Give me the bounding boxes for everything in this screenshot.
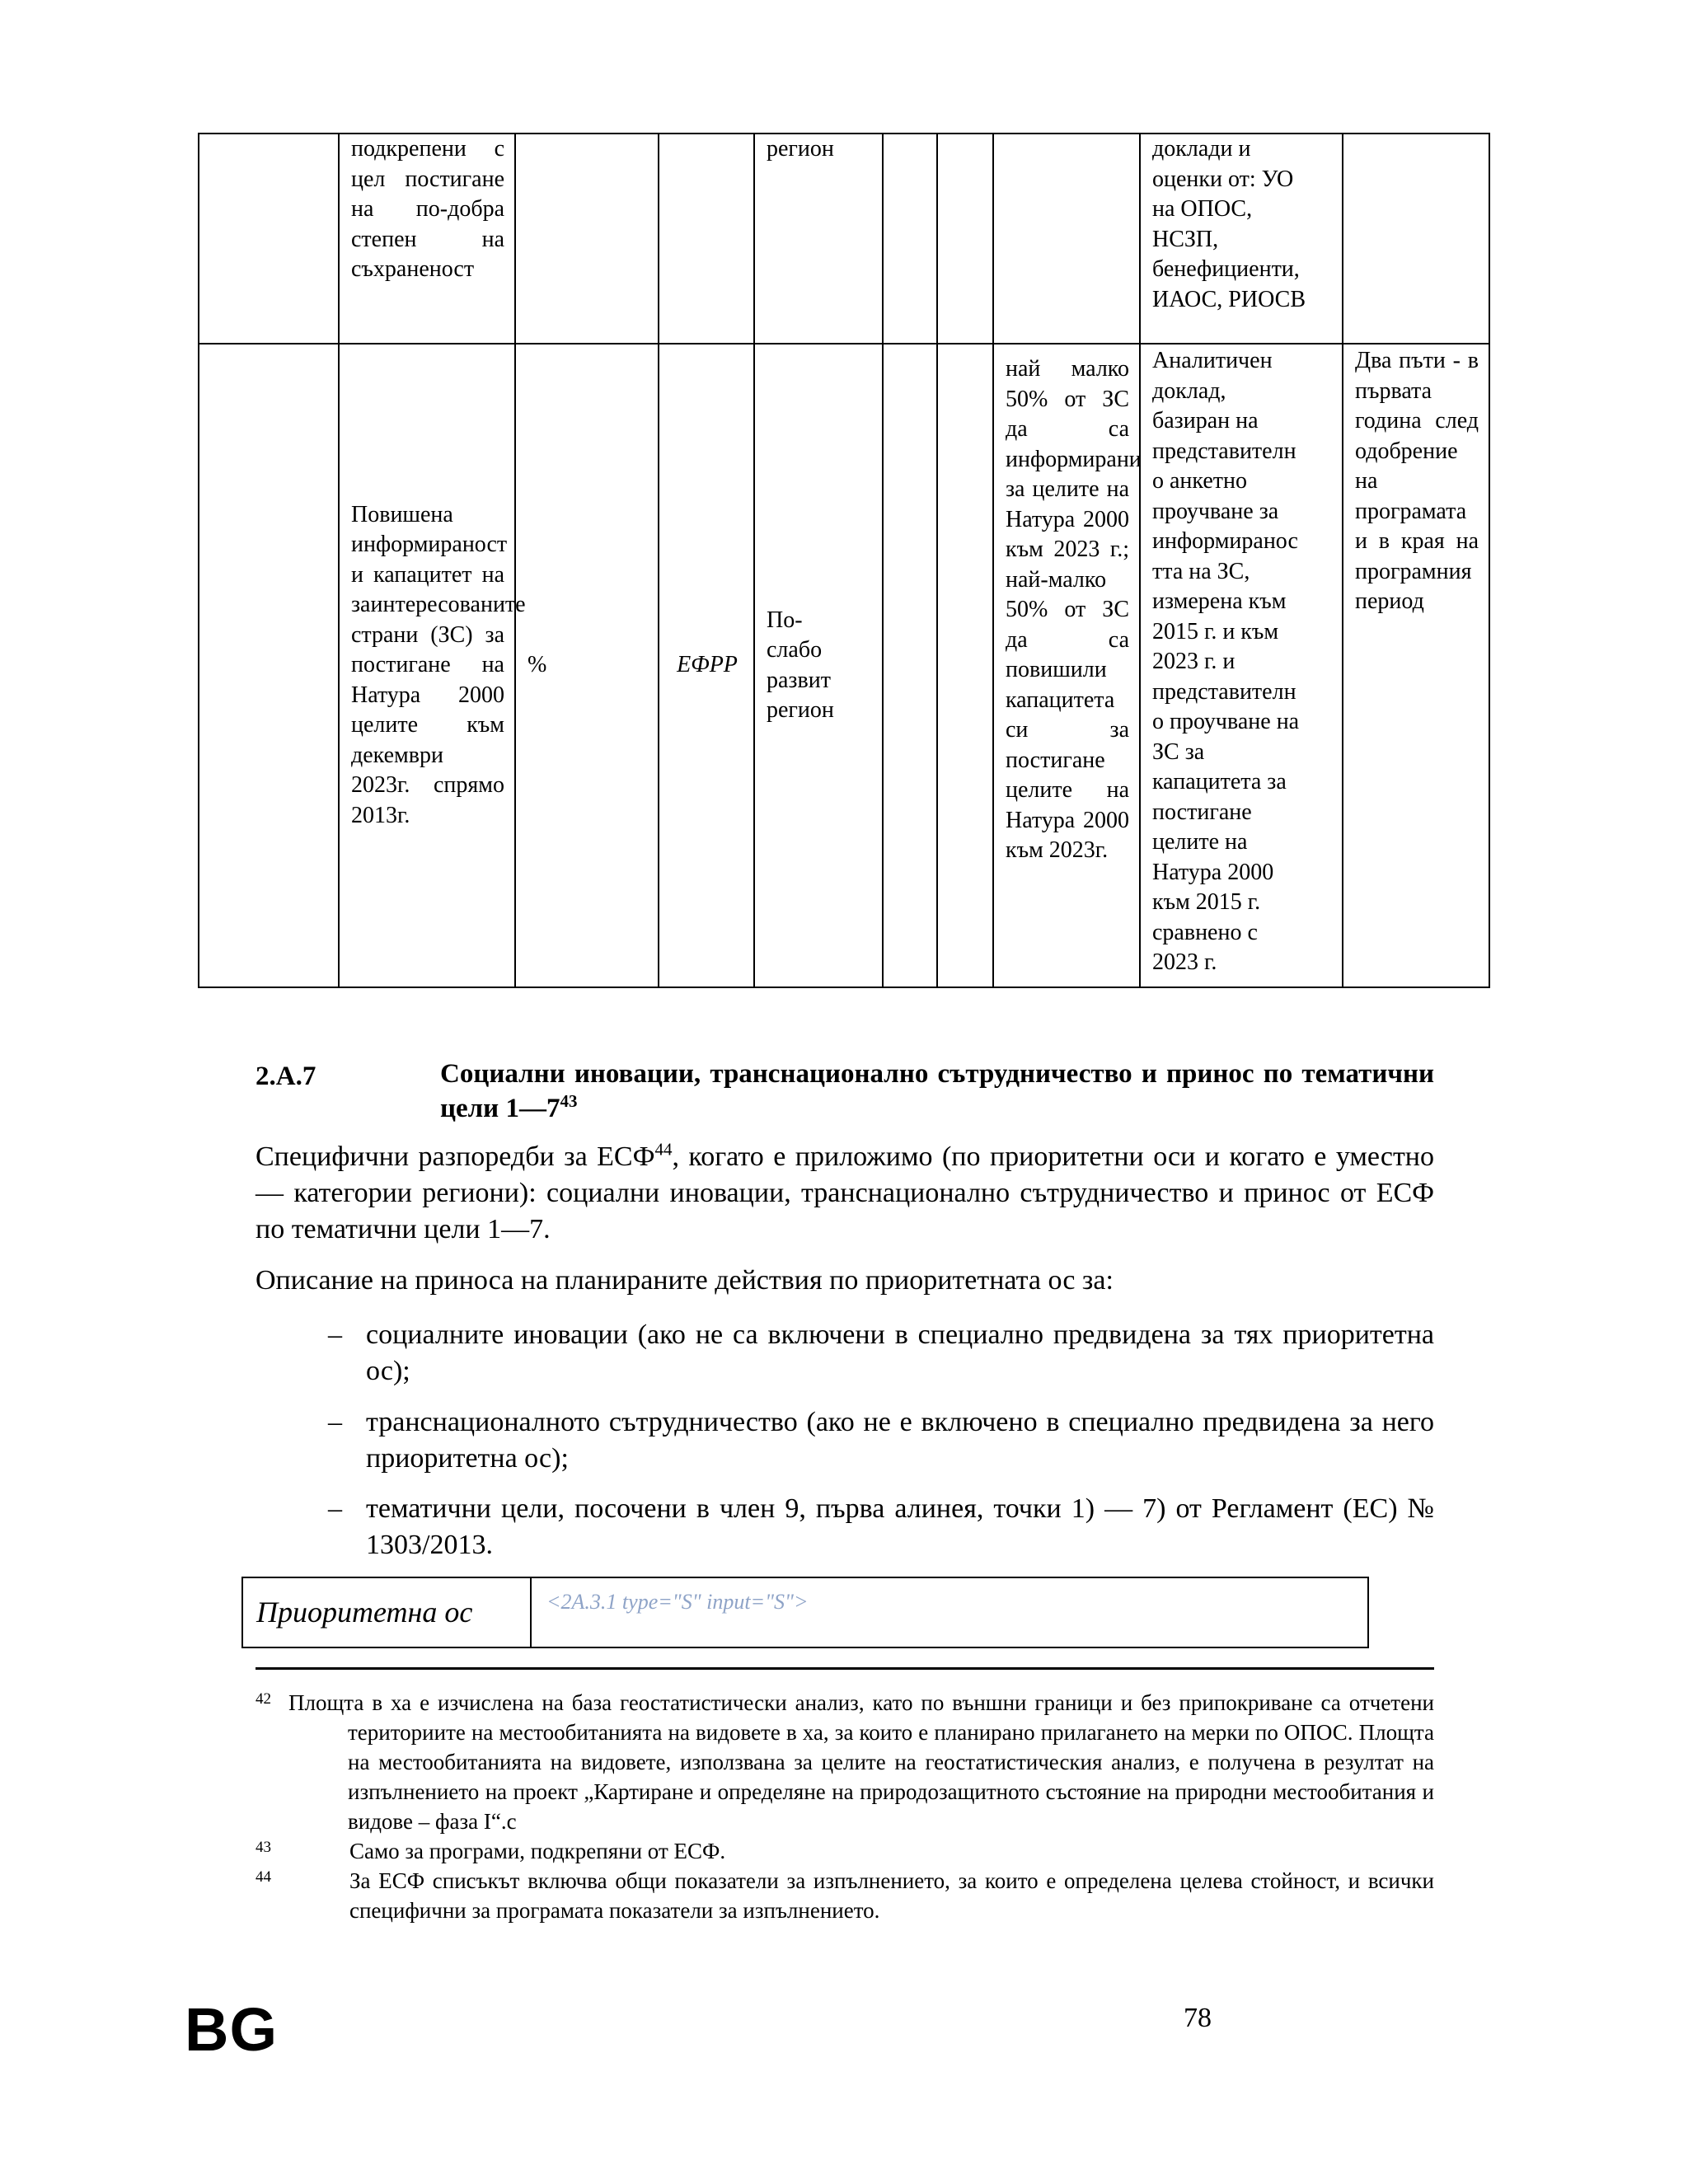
table-cell bbox=[937, 134, 993, 344]
footnote bbox=[256, 1688, 1434, 1836]
table-cell bbox=[993, 134, 1140, 344]
bullet-dash: – bbox=[328, 1319, 342, 1350]
table-cell: Повишена информираност и капацитет на заинтересованите страни (ЗС) за постигане на Натура 2000 целите към декември 2023г. спрямо 2013г. bbox=[339, 344, 515, 987]
bullet-dash: – bbox=[328, 1493, 342, 1524]
table-cell: регион bbox=[754, 134, 883, 344]
list-item-text: транснационалното сътрудничество (ако не е включено в специално предвидена за него приоритетна ос); bbox=[366, 1407, 1434, 1474]
footnote bbox=[256, 1866, 1434, 1925]
table-cell bbox=[883, 344, 937, 987]
table-cell bbox=[754, 344, 883, 987]
paragraph-text: Специфични разпоредби за ЕСФ bbox=[256, 1141, 655, 1172]
table-cell bbox=[1140, 134, 1343, 344]
list-item bbox=[328, 1491, 1434, 1563]
footnote bbox=[256, 1836, 1434, 1866]
cell-text: Аналитичен доклад, базиран на представителн о анкетно проучване за информиранос тта на ЗС, измерена към 2015 г. и към 2023 г. и представителн о проучване на ЗС за капацитета за постигане целите на Натура 2000 към 2015 г. сравнено с 2023 г. bbox=[1152, 348, 1300, 975]
table-cell: най малко 50% от ЗС да са информирани за целите на Натура 2000 към 2023 г.; най-малко 50% от ЗС да са повишили капацитета си за постигане целите на Натура 2000 към 2023г. bbox=[993, 344, 1140, 987]
footnote-number: 43 bbox=[256, 1839, 271, 1856]
language-mark: BG bbox=[185, 1995, 278, 2064]
section-title bbox=[440, 1057, 1434, 1126]
table-cell bbox=[883, 134, 937, 344]
table-cell: Два пъти - в първата година след одобрение на програмата и в края на програмния период bbox=[1343, 344, 1489, 987]
bullet-dash: – bbox=[328, 1407, 342, 1437]
footnote-number: 42 bbox=[256, 1690, 271, 1708]
list-item-text: социалните иновации (ако не са включени в специално предвидена за тях приоритетна ос); bbox=[366, 1319, 1434, 1386]
table-cell bbox=[659, 134, 754, 344]
table-cell bbox=[515, 134, 659, 344]
paragraph-esf bbox=[256, 1139, 1434, 1248]
page-number: 78 bbox=[1184, 2003, 1212, 2033]
table-row bbox=[199, 134, 1489, 344]
footnote-number: 44 bbox=[256, 1868, 271, 1886]
priority-axis-field[interactable]: <2A.3.1 type="S" input="S"> bbox=[546, 1590, 809, 1614]
table-cell bbox=[199, 134, 339, 344]
list-item-text: тематични цели, посочени в член 9, първа алинея, точки 1) — 7) от Регламент (ЕС) № 1303/2013. bbox=[366, 1493, 1434, 1560]
paragraph-text: , когато е приложимо (по приоритетни оси и когато е уместно — категории региони): социални иновации, транснационално сътрудничество и принос от ЕСФ по тематични цели 1—7. bbox=[256, 1141, 1434, 1244]
table-cell bbox=[937, 344, 993, 987]
section-title-text: Социални иновации, транснационално сътрудничество и принос по тематични цели 1—7 bbox=[440, 1059, 1434, 1123]
list-item bbox=[328, 1317, 1434, 1390]
table-cell bbox=[1140, 344, 1343, 987]
table-cell: подкрепени с цел постигане на по-добра степен на съхраненост bbox=[339, 134, 515, 344]
priority-axis-label: Приоритетна ос bbox=[243, 1578, 532, 1647]
cell-text: По- слабо развит регион bbox=[767, 607, 834, 723]
footnote-ref: 43 bbox=[560, 1091, 578, 1111]
footnote-text: Само за програми, подкрепяни от ЕСФ. bbox=[349, 1839, 726, 1863]
table-cell bbox=[199, 344, 339, 987]
table-cell: % bbox=[515, 344, 659, 987]
cell-text: доклади и оценки от: УО на ОПОС, НСЗП, бенефициенти, ИАОС, РИОСВ bbox=[1152, 136, 1306, 312]
table-cell bbox=[1343, 134, 1489, 344]
table-row bbox=[199, 344, 1489, 987]
priority-axis-box bbox=[241, 1577, 1369, 1648]
footnote-ref: 44 bbox=[654, 1139, 673, 1160]
table-cell: ЕФРР bbox=[659, 344, 754, 987]
footnote-separator bbox=[256, 1667, 1434, 1670]
section-number: 2.A.7 bbox=[256, 1062, 316, 1091]
paragraph-description: Описание на приноса на планираните действия по приоритетната ос за: bbox=[256, 1265, 1114, 1296]
indicator-table bbox=[198, 133, 1490, 988]
list-item bbox=[328, 1404, 1434, 1477]
footnote-text: За ЕСФ списъкът включва общи показатели за изпълнението, за които е определена целева стойност, и всички специфични за програмата показатели за изпълнението. bbox=[349, 1868, 1434, 1923]
footnote-text: Площта в ха е изчислена на база геостатистически анализ, като по външни граници и без припокриване са отчетени териториите на местообитанията на видовете в ха, за които е планирано прилагането на мерки по ОПОС. Площта на местообитанията на видовете, използвана за целите на геостатистическия анализ, е получена в резултат на изпълнението на проект „Картиране и определяне на природозащитното състояние на природни местообитания и видове – фаза I“.с bbox=[288, 1690, 1434, 1834]
